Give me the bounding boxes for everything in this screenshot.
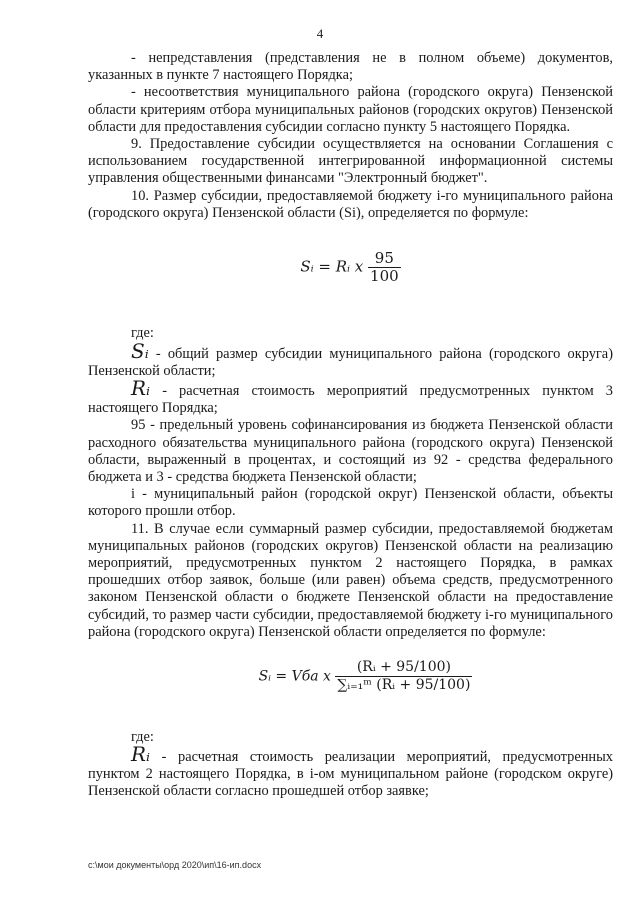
document-body xyxy=(88,50,613,800)
file-path-footer: c:\мои документы\орд 2020\ип\16-ип.docx xyxy=(88,860,262,870)
paragraph-nonsubmission: - непредставления (представления не в полном объеме) документов, указанных в пункте 7 настоящего Порядка; xyxy=(88,50,613,84)
symbol-si: Sᵢ xyxy=(131,338,149,363)
definition-95: 95 - предельный уровень софинансирования из бюджета Пензенской области расходного обязательства муниципального района (городского округа) Пензенской области, выраженный в процентах, и состоящий из 92 - средства федерального бюджета и 3 - средства бюджета Пензенской области; xyxy=(88,417,613,486)
where-label-2: где: xyxy=(131,728,154,745)
symbol-ri-2: Rᵢ xyxy=(131,741,151,766)
where-label-1: где: xyxy=(131,325,154,342)
page-number: 4 xyxy=(316,26,324,41)
formula2-lhs: Sᵢ = Vба x xyxy=(258,668,331,685)
definition-ri: Rᵢ - расчетная стоимость мероприятий предусмотренных пунктом 3 настоящего Порядка; xyxy=(88,376,613,417)
formula1-numerator: 95 xyxy=(368,250,401,268)
formula2-numerator: (Rᵢ + 95/100) xyxy=(335,659,472,677)
paragraph-noncompliance: - несоответствия муниципального района (городского округа) Пензенской области критериям отбора муниципальных районов (городских округов) Пензенской области для предоставления субсидии согласно пункту 5 настоящего Порядка. xyxy=(88,84,613,135)
formula2-denominator: ∑ᵢ₌₁ᵐ (Rᵢ + 95/100) xyxy=(337,677,471,694)
definition-ri-2: Rᵢ - расчетная стоимость реализации мероприятий, предусмотренных пунктом 2 настоящего Порядка, в i-ом муниципальном районе (городском округе) Пензенской области согласно прошедшей отбор заявке; xyxy=(88,741,613,800)
formula1-denominator: 100 xyxy=(370,267,399,286)
paragraph-11: 11. В случае если суммарный размер субсидии, предоставляемой бюджетам муниципальных районов (городских округов) Пензенской области на реализацию мероприятий, предусмотренных пунктом 2 настоящего Порядка, в рамках прошедших отбор заявок, больше (или равен) объема средств, предусмотренного законом Пензенской области о бюджете Пензенской области на предоставление субсидий, то размер части субсидии, предоставляемой бюджету i-го муниципального района (городского округа) Пензенской области определяется по формуле: xyxy=(88,520,613,640)
formula-subsidy-share xyxy=(118,659,613,694)
formula1-lhs: Sᵢ = Rᵢ x xyxy=(300,257,364,276)
symbol-ri: Rᵢ xyxy=(131,376,151,401)
formula-subsidy-basic xyxy=(88,250,613,285)
formula2-fraction xyxy=(335,659,472,694)
paragraph-9: 9. Предоставление субсидии осуществляется на основании Соглашения с использованием государственной интегрированной информационной системы управления общественными финансами "Электронный бюджет". xyxy=(88,136,613,187)
definition-si: Sᵢ - общий размер субсидии муниципального района (городского округа) Пензенской области; xyxy=(88,338,613,379)
definition-i: i - муниципальный район (городской округ) Пензенской области, объекты которого прошли отбор. xyxy=(88,486,613,520)
paragraph-10: 10. Размер субсидии, предоставляемой бюджету i-го муниципального района (городского округа) Пензенской области (Si), определяется по формуле: xyxy=(88,187,613,221)
formula1-fraction xyxy=(368,250,401,285)
